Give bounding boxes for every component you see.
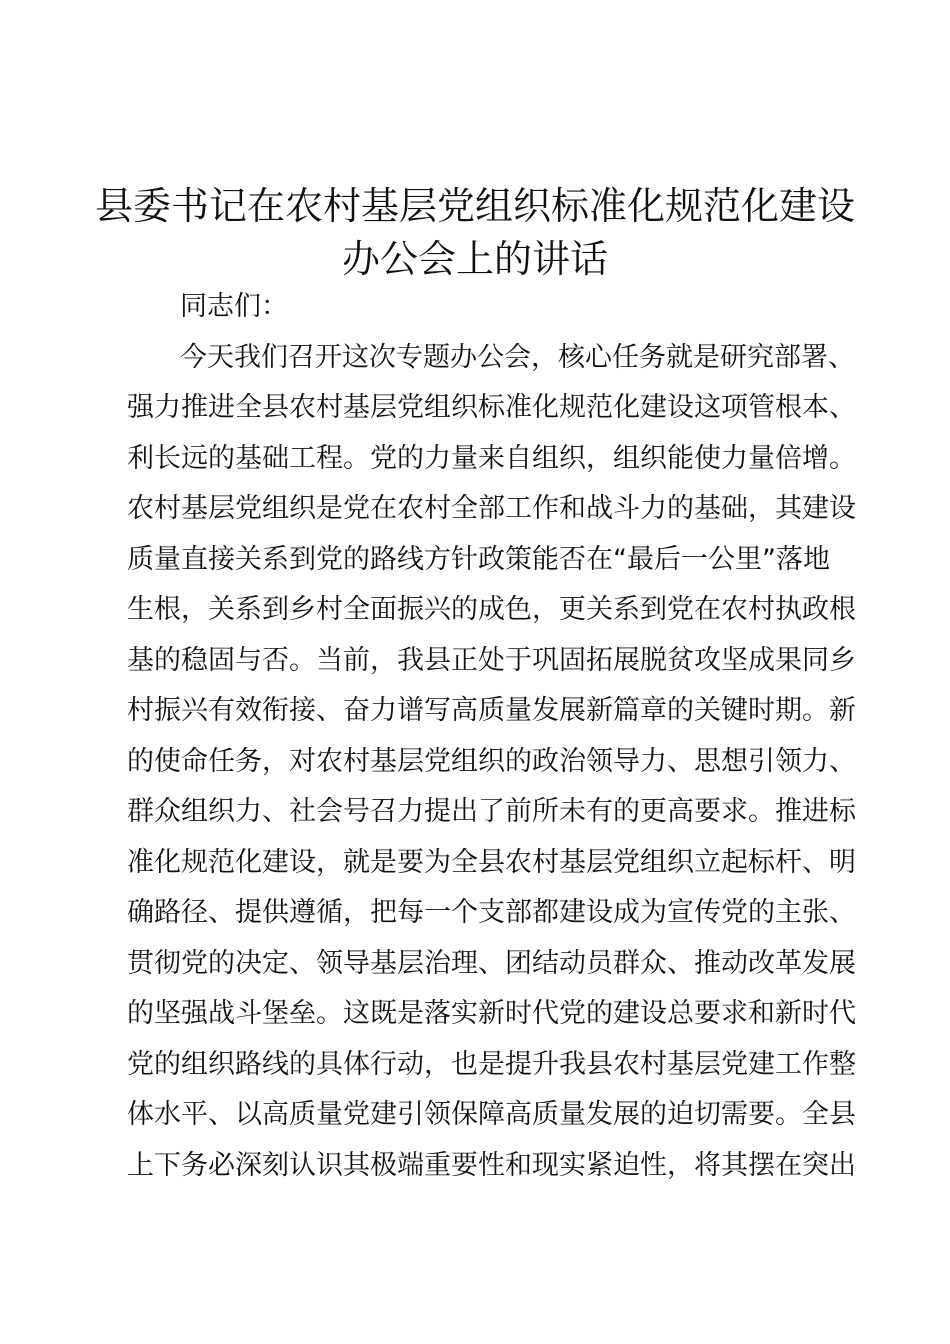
title-line-1: 县委书记在农村基层党组织标准化规范化建设	[94, 184, 855, 228]
salutation: 同志们：	[180, 291, 288, 322]
paragraph-line: 利长远的基础工程。党的力量来自组织，组织能使力量倍增。	[127, 442, 856, 474]
paragraph-line: 贯彻党的决定、领导基层治理、团结动员群众、推动改革发展	[127, 947, 856, 979]
paragraph-line: 生根，关系到乡村全面振兴的成色，更关系到党在农村执政根	[127, 594, 856, 625]
paragraph-line: 质量直接关系到党的路线方针政策能否在“最后一公里”落地	[127, 543, 830, 575]
paragraph-line: 确路径、提供遵循，把每一个支部都建设成为宣传党的主张、	[127, 897, 856, 928]
document-body	[127, 282, 856, 1191]
paragraph-line: 准化规范化建设，就是要为全县农村基层党组织立起标杆、明	[127, 846, 856, 878]
paragraph-line: 今天我们召开这次专题办公会，核心任务就是研究部署、	[180, 341, 855, 373]
paragraph-line: 村振兴有效衔接、奋力谱写高质量发展新篇章的关键时期。新	[127, 695, 856, 726]
title-line-2: 办公会上的讲话	[341, 237, 608, 281]
paragraph-line: 的使命任务，对农村基层党组织的政治领导力、思想引领力、	[127, 745, 856, 777]
paragraph-line: 基的稳固与否。当前，我县正处于巩固拓展脱贫攻坚成果同乡	[127, 644, 856, 676]
paragraph-line: 体水平、以高质量党建引领保障高质量发展的迫切需要。全县	[127, 1099, 856, 1130]
paragraph-line: 的坚强战斗堡垒。这既是落实新时代党的建设总要求和新时代	[127, 998, 856, 1029]
paragraph-line: 群众组织力、社会号召力提出了前所未有的更高要求。推进标	[127, 796, 856, 827]
document-title	[80, 180, 870, 286]
paragraph-line: 上下务必深刻认识其极端重要性和现实紧迫性，将其摆在突出	[127, 1149, 856, 1181]
paragraph-line: 强力推进全县农村基层党组织标准化规范化建设这项管根本、	[127, 392, 856, 423]
paragraph-line: 农村基层党组织是党在农村全部工作和战斗力的基础，其建设	[127, 493, 856, 524]
paragraph-line: 党的组织路线的具体行动，也是提升我县农村基层党建工作整	[127, 1048, 856, 1080]
